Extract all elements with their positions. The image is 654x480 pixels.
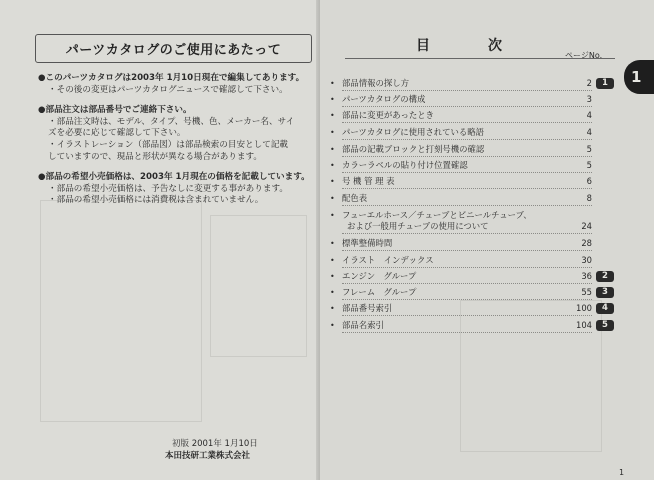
toc-dotted-rule <box>342 267 592 268</box>
toc-dotted-rule <box>342 233 592 234</box>
note-sub: ・部品の希望小売価格には消費税は含まれていません。 <box>48 195 264 206</box>
toc-entry-label: パーツカタログの構成 <box>342 94 426 104</box>
toc-bullet: • <box>330 145 335 154</box>
toc-entry-page: 8 <box>586 193 592 203</box>
note-sub: ・部品の希望小売価格は、予告なしに変更する事があります。 <box>48 183 288 194</box>
toc-dotted-rule <box>342 139 592 140</box>
toc-dotted-rule <box>342 205 592 206</box>
toc-title: 目 次 <box>416 38 524 54</box>
toc-dotted-rule <box>342 188 592 189</box>
toc-entry-page: 5 <box>586 144 592 154</box>
note-sub: ・イラストレーション（部品図）は部品検索の目安として記載 <box>48 139 289 150</box>
toc-entry-label: エンジン グループ <box>342 271 417 281</box>
toc-bullet: • <box>330 304 335 313</box>
toc-entry-page: 24 <box>581 221 592 231</box>
note-catalog-date <box>38 73 313 96</box>
note-prices <box>38 172 313 207</box>
toc-entry-label: フレーム グループ <box>342 287 417 297</box>
toc-entry-label-line2: および一般用チューブの使用について <box>347 221 489 231</box>
toc-entry-page: 28 <box>581 238 592 248</box>
toc-section-tab: 5 <box>596 320 614 331</box>
toc-entry-label: 配色表 <box>342 193 368 203</box>
toc-bullet: • <box>330 161 335 170</box>
toc-dotted-rule <box>342 106 592 107</box>
toc-section-tab: 1 <box>596 78 614 89</box>
toc-dotted-rule <box>342 156 592 157</box>
notes <box>38 73 313 216</box>
note-sub: していますので、現品と形状が異なる場合があります。 <box>48 151 262 162</box>
toc-dotted-rule <box>342 315 592 316</box>
left-page-title: パーツカタログのご使用にあたって <box>35 34 312 63</box>
toc-entry-label: 標準整備時間 <box>342 238 393 248</box>
toc-entry-page: 3 <box>586 94 592 104</box>
toc-bullet: • <box>330 111 335 120</box>
toc-entry-page: 5 <box>586 160 592 170</box>
toc-bullet: • <box>330 128 335 137</box>
toc-bullet: • <box>330 79 335 88</box>
toc-entry-label: フューエルホース／チューブとビニールチューブ、 <box>342 210 532 220</box>
toc-dotted-rule <box>342 172 592 173</box>
toc-bullet: • <box>330 321 335 330</box>
toc-entry-page: 30 <box>581 255 592 265</box>
toc-entry-page: 4 <box>586 127 592 137</box>
note-sub: ・その後の変更はパーツカタログニュースで確認して下さい。 <box>48 84 288 95</box>
toc-dotted-rule <box>342 332 592 333</box>
toc-dotted-rule <box>342 299 592 300</box>
toc-entry-label: 部品番号索引 <box>342 303 393 313</box>
toc-bullet: • <box>330 256 335 265</box>
toc-section-tab: 2 <box>596 271 614 282</box>
toc-dotted-rule <box>342 90 592 91</box>
toc-entry-page: 55 <box>581 287 592 297</box>
toc-entry-label: パーツカタログに使用されている略語 <box>342 127 485 137</box>
page-number: 1 <box>619 468 625 477</box>
section-tab-number: 1 <box>631 68 642 86</box>
company-name: 本田技研工業株式会社 <box>165 451 251 461</box>
toc-dotted-rule <box>342 250 592 251</box>
toc-entry-label: カラーラベルの貼り付け位置確認 <box>342 160 468 170</box>
toc-entry-page: 6 <box>586 176 592 186</box>
note-head: ●部品の希望小売価格は、2003年 1月現在の価格を記載しています。 <box>38 172 310 183</box>
toc-entry-page: 104 <box>576 320 592 330</box>
toc-entry-page: 100 <box>576 303 592 313</box>
toc-dotted-rule <box>342 122 592 123</box>
toc-bullet: • <box>330 239 335 248</box>
toc-entry-label: 部品情報の探し方 <box>342 78 409 88</box>
show-through-table <box>210 215 307 357</box>
left-page <box>0 0 320 480</box>
note-head: ●部品注文は部品番号でご連絡下さい。 <box>38 105 192 116</box>
edition-date: 初版 2001年 1月10日 <box>172 439 258 449</box>
note-sub: ・部品注文時は、モデル、タイプ、号機、色、メーカー名、サイ <box>48 116 295 127</box>
toc-entry-label: 号 機 管 理 表 <box>342 176 395 186</box>
note-ordering <box>38 105 313 163</box>
toc-section-tab: 3 <box>596 287 614 298</box>
toc-section-tab: 4 <box>596 303 614 314</box>
toc-bullet: • <box>330 288 335 297</box>
toc-entry-label: 部品に変更があったとき <box>342 110 435 120</box>
toc-entry-page: 4 <box>586 110 592 120</box>
toc-entry-page: 36 <box>581 271 592 281</box>
toc-bullet: • <box>330 95 335 104</box>
toc-bullet: • <box>330 177 335 186</box>
section-tab <box>624 60 654 94</box>
page-no-header: ページNo. <box>565 51 603 60</box>
note-head: ●このパーツカタログは2003年 1月10日現在で編集してあります。 <box>38 73 305 83</box>
toc-bullet: • <box>330 211 335 220</box>
toc-bullet: • <box>330 272 335 281</box>
toc-entry-page: 2 <box>586 78 592 88</box>
toc-entry-label: 部品の記載ブロックと打刻号機の確認 <box>342 144 485 154</box>
show-through-illustration <box>40 200 202 422</box>
toc-bullet: • <box>330 194 335 203</box>
note-sub: ズを必要に応じて確認して下さい。 <box>48 128 186 139</box>
toc-entry-label: 部品名索引 <box>342 320 384 330</box>
toc-entry-label: イラスト インデックス <box>342 255 434 265</box>
toc-dotted-rule <box>342 283 592 284</box>
